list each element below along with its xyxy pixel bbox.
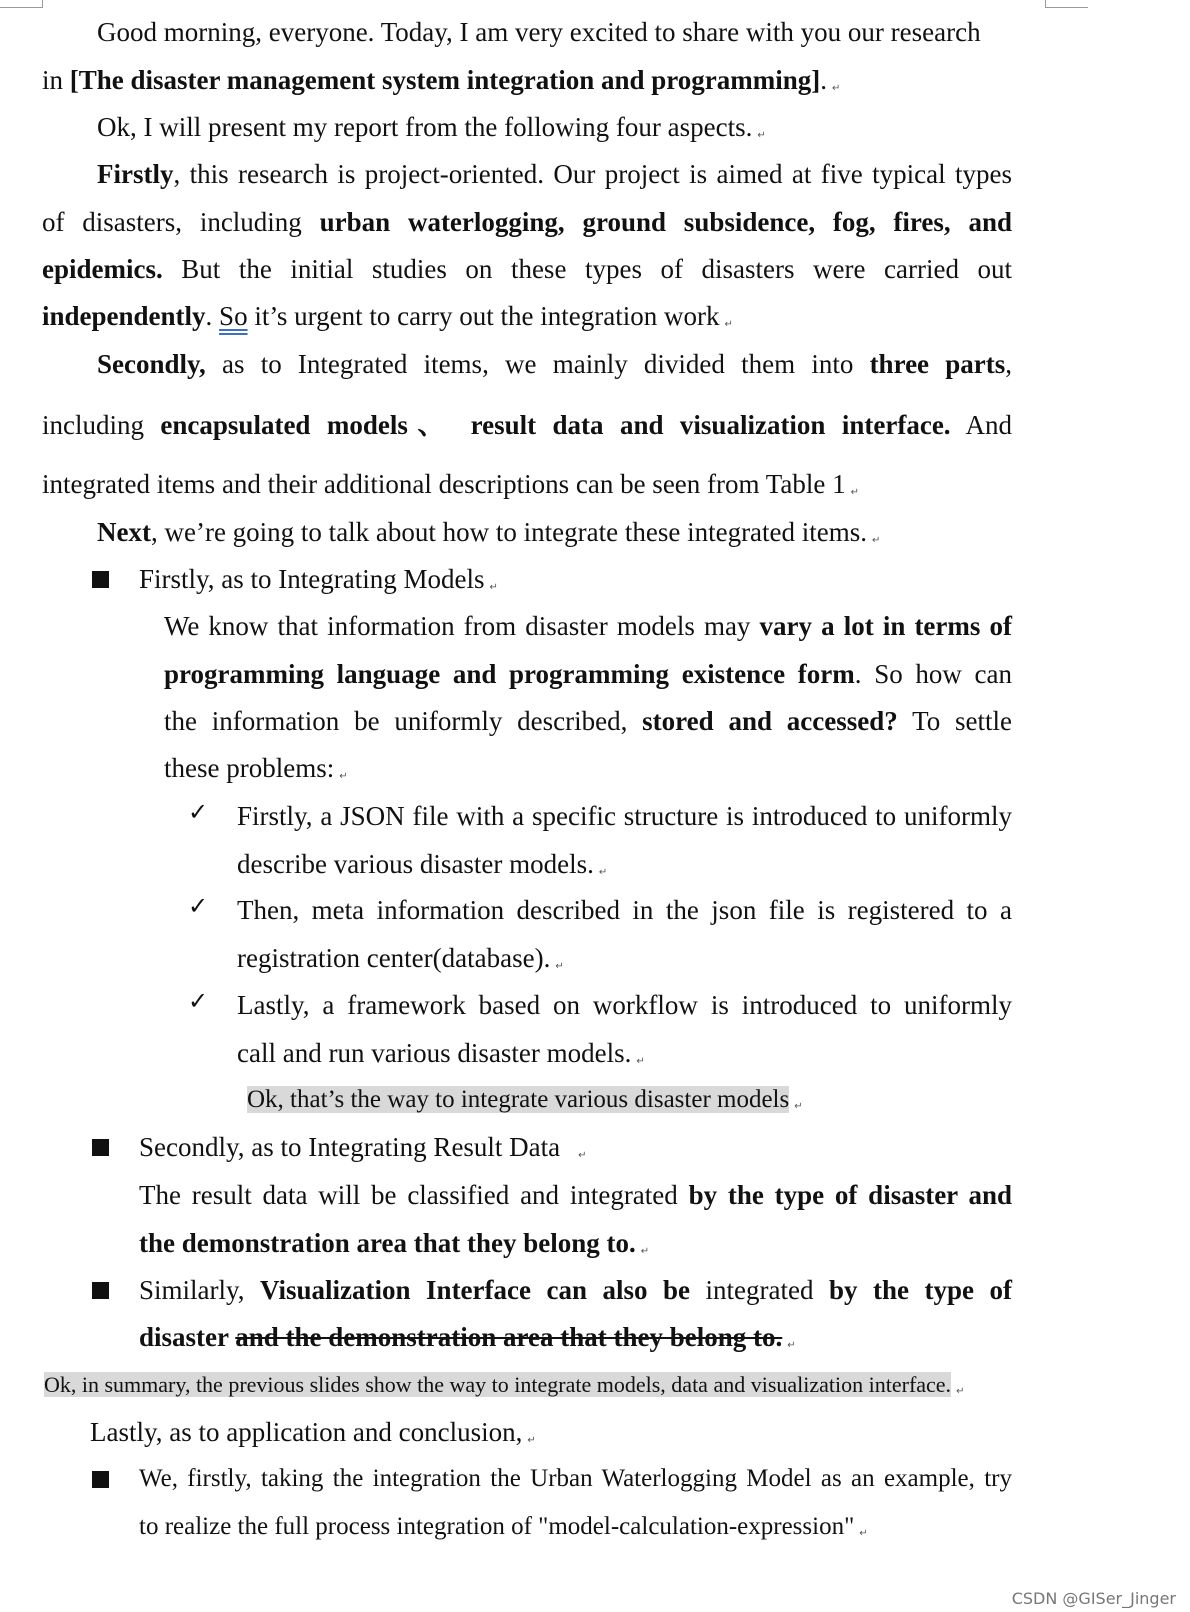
models-line-1: We know that information from disaster models may vary a lot in terms of xyxy=(164,611,1012,641)
lastly-line: Lastly, as to application and conclusion, ↵ xyxy=(90,1417,536,1447)
intro-line-2: in [The disaster management system integration and programming]. ↵ xyxy=(42,65,841,95)
bullet-square-icon xyxy=(92,1139,109,1156)
viz-line-2: disaster and the demonstration area that they belong to. ↵ xyxy=(139,1322,796,1352)
p3-line-1: Next, we’re going to talk about how to integrate these integrated items. ↵ xyxy=(97,517,881,547)
grammar-flag-so[interactable]: So xyxy=(219,301,248,331)
check-item-2-line-1: Then, meta information described in the json file is registered to a xyxy=(237,895,1012,925)
check-item-1-line-2: describe various disaster models. ↵ xyxy=(237,849,608,879)
p1-line-2: of disasters, including urban waterlogging, ground subsidence, fog, fires, and xyxy=(42,207,1012,237)
check-item-1-line-1: Firstly, a JSON file with a specific structure is introduced to uniformly xyxy=(237,801,1012,831)
bullet-square-icon xyxy=(92,1282,109,1299)
models-line-4: these problems: ↵ xyxy=(164,753,348,783)
intro-line-3: Ok, I will present my report from the following four aspects. ↵ xyxy=(97,112,766,142)
struck-text: and the demonstration area that they belong to. xyxy=(235,1322,783,1352)
page-corner-mark-left xyxy=(0,0,43,8)
check-item-3-line-1: Lastly, a framework based on workflow is introduced to uniformly xyxy=(237,990,1012,1020)
check-item-2-line-2: registration center(database). ↵ xyxy=(237,943,564,973)
result-line-2: the demonstration area that they belong to. ↵ xyxy=(139,1228,650,1258)
page-corner-mark-right xyxy=(1045,0,1088,8)
models-summary-highlight: Ok, that’s the way to integrate various disaster models ↵ xyxy=(247,1086,803,1113)
watermark: CSDN @GISer_Jinger xyxy=(1011,1589,1176,1608)
result-line-1: The result data will be classified and integrated by the type of disaster and xyxy=(139,1180,1012,1210)
check-icon: ✓ xyxy=(188,892,209,920)
p2-line-3: integrated items and their additional descriptions can be seen from Table 1 ↵ xyxy=(42,469,859,499)
bullet-integrating-models: Firstly, as to Integrating Models ↵ xyxy=(139,564,498,594)
check-icon: ✓ xyxy=(188,987,209,1015)
p1-line-1: Firstly, this research is project-oriented. Our project is aimed at five typical types xyxy=(97,159,1012,189)
bullet-integrating-result-data: Secondly, as to Integrating Result Data ↵ xyxy=(139,1132,587,1162)
p1-line-4: independently. So it’s urgent to carry out the integration work ↵ xyxy=(42,301,733,331)
models-line-2: programming language and programming existence form. So how can xyxy=(164,659,1012,689)
app-line-1: We, firstly, taking the integration the Urban Waterlogging Model as an example, try xyxy=(139,1465,1012,1492)
p2-line-1: Secondly, as to Integrated items, we mainly divided them into three parts, xyxy=(97,349,1012,379)
p1-line-3: epidemics. But the initial studies on these types of disasters were carried out xyxy=(42,254,1012,284)
intro-line-1: Good morning, everyone. Today, I am very excited to share with you our research xyxy=(97,17,981,47)
check-item-3-line-2: call and run various disaster models. ↵ xyxy=(237,1038,645,1068)
models-line-3: the information be uniformly described, stored and accessed? To settle xyxy=(164,706,1012,736)
overall-summary-highlight: Ok, in summary, the previous slides show the way to integrate models, data and visualization interface. ↵ xyxy=(44,1372,965,1397)
app-line-2: to realize the full process integration of "model-calculation-expression" ↵ xyxy=(139,1513,868,1540)
p2-line-2: including encapsulated models、 result data and visualization interface. And xyxy=(42,410,1012,440)
bullet-square-icon xyxy=(92,1471,109,1488)
check-icon: ✓ xyxy=(188,798,209,826)
bullet-square-icon xyxy=(92,571,109,588)
viz-line-1: Similarly, Visualization Interface can also be integrated by the type of xyxy=(139,1275,1012,1305)
